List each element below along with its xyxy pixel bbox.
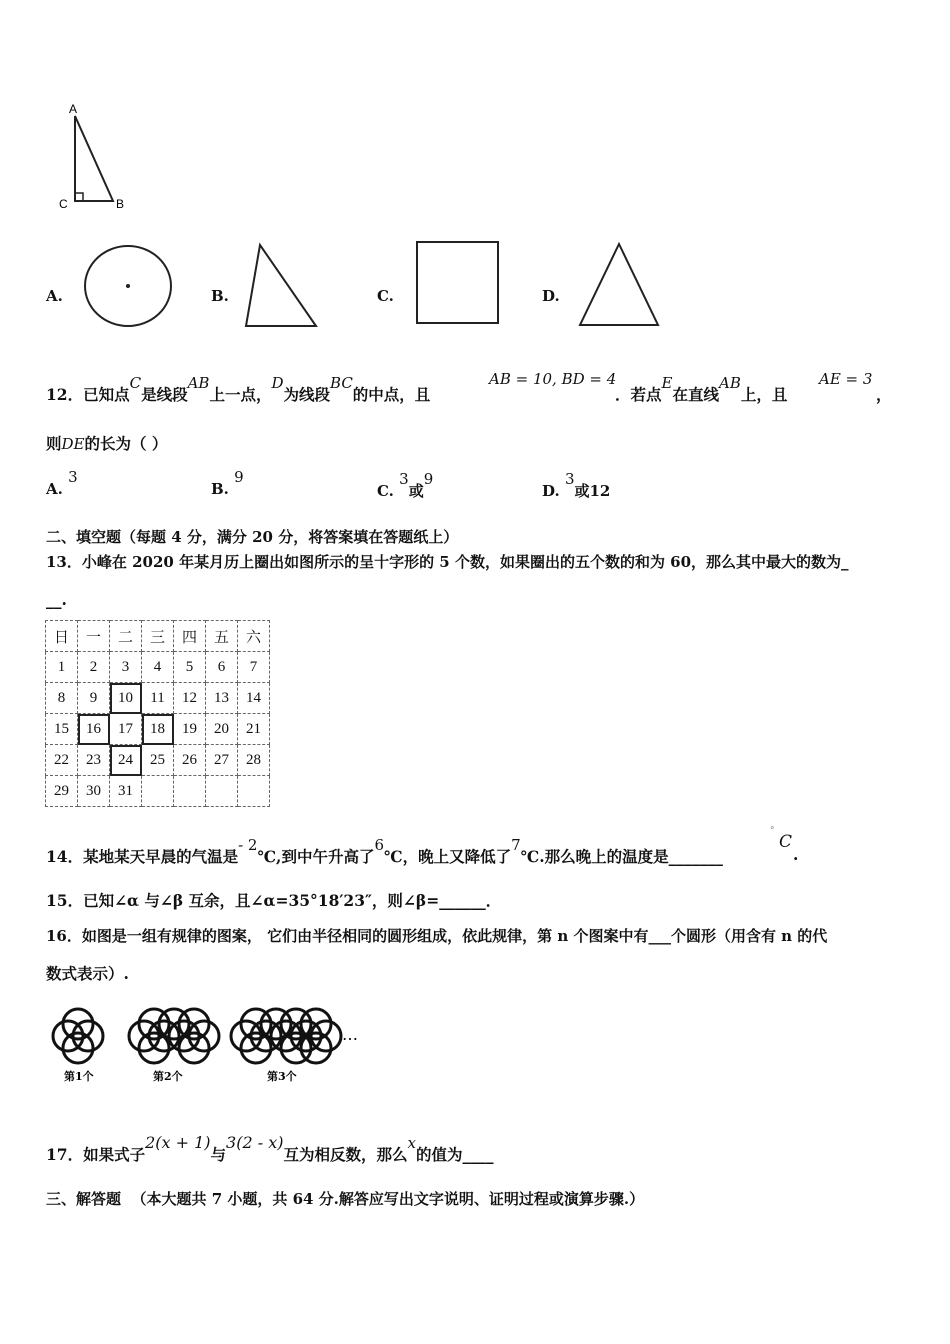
calendar-cell: 31 xyxy=(110,776,142,807)
pattern-ellipsis: … xyxy=(342,1025,358,1044)
calendar-cell: 2 xyxy=(78,652,110,683)
question-16-line2: 数式表示）. xyxy=(46,964,129,983)
right-triangle-figure xyxy=(55,100,145,215)
calendar-cell: 17 xyxy=(110,714,142,745)
section-3-title: 三、解答题 （本大题共 7 小题，共 64 分.解答应写出文字说明、证明过程或演算步骤.） xyxy=(46,1190,645,1208)
calendar-row xyxy=(46,652,270,683)
question-17: 17．如果式子2(x + 1)与3(2 - x)互为相反数，那么x的值为____ xyxy=(46,1133,494,1164)
q12-option-a[interactable]: A. 3 xyxy=(46,468,78,498)
pattern-caption-1: 第1个 xyxy=(64,1070,94,1083)
calendar-header: 三 xyxy=(142,621,174,652)
calendar-header: 四 xyxy=(174,621,206,652)
calendar-cell: 11 xyxy=(142,683,174,714)
calendar-cell: 1 xyxy=(46,652,78,683)
q12-option-d[interactable]: D. 3或12 xyxy=(542,470,611,500)
question-13-line1: 13．小峰在 2020 年某月历上圈出如图所示的呈十字形的 5 个数，如果圈出的五个数的和为 60，那么其中最大的数为_ xyxy=(46,553,849,571)
question-16-line1: 16．如图是一组有规律的图案， 它们由半径相同的圆形组成，依此规律，第 n 个图案中有___个圆形（用含有 n 的代 xyxy=(46,927,828,945)
calendar-cell: 27 xyxy=(206,745,238,776)
square-option-figure xyxy=(412,238,504,328)
calendar-cell: 28 xyxy=(238,745,270,776)
question-14-degree: ° xyxy=(770,826,775,836)
question-14: 14．某地某天早晨的气温是- 2℃,到中午升高了6℃，晚上又降低了7℃.那么晚上的温度是_______ xyxy=(46,836,723,866)
question-12-line1-part2: ．若点E在直线AB上，且 xyxy=(615,374,788,404)
calendar-cell: 14 xyxy=(238,683,270,714)
calendar-header: 二 xyxy=(110,621,142,652)
question-12-condition: AB = 10, BD = 4 xyxy=(489,370,617,388)
question-13-line2: __. xyxy=(46,590,67,609)
calendar-cell: 22 xyxy=(46,745,78,776)
calendar-cell: 23 xyxy=(78,745,110,776)
q12-option-b[interactable]: B. 9 xyxy=(211,468,244,498)
calendar-row xyxy=(46,683,270,714)
vertex-a-label: A xyxy=(69,102,78,116)
calendar-cell: 7 xyxy=(238,652,270,683)
calendar-cell: 13 xyxy=(206,683,238,714)
vertex-b-label: B xyxy=(116,197,125,211)
calendar-row xyxy=(46,745,270,776)
question-15: 15．已知∠α 与∠β 互余，且∠α=35°18′23″，则∠β=______． xyxy=(46,891,502,910)
calendar-cell: 8 xyxy=(46,683,78,714)
option-d-label: D. xyxy=(542,287,560,305)
calendar-cell: 6 xyxy=(206,652,238,683)
question-12-line1: 12．已知点C是线段AB上一点，D为线段BC的中点，且 xyxy=(46,374,431,404)
pattern-caption-3: 第3个 xyxy=(267,1070,297,1083)
calendar-cell: 30 xyxy=(78,776,110,807)
vertex-c-label: C xyxy=(59,197,68,211)
calendar-cell: 5 xyxy=(174,652,206,683)
question-14-end: . xyxy=(793,845,799,864)
option-c-label: C. xyxy=(377,287,394,305)
calendar-cell xyxy=(174,776,206,807)
calendar-header-row xyxy=(46,621,270,652)
calendar-cell xyxy=(142,776,174,807)
question-12-ae: AE = 3 xyxy=(819,370,873,388)
calendar-cell: 20 xyxy=(206,714,238,745)
calendar-cell: 29 xyxy=(46,776,78,807)
option-b-label: B. xyxy=(211,287,229,305)
calendar-cell xyxy=(238,776,270,807)
calendar-cell-boxed: 24 xyxy=(110,745,142,776)
circle-option-figure xyxy=(80,240,178,332)
calendar-cell xyxy=(206,776,238,807)
section-2-title: 二、填空题（每题 4 分，满分 20 分，将答案填在答题纸上） xyxy=(46,528,459,546)
question-12-comma: ， xyxy=(876,385,892,404)
calendar-header: 一 xyxy=(78,621,110,652)
calendar-cell-boxed: 16 xyxy=(78,714,110,745)
ring-pattern-figure xyxy=(48,1000,378,1092)
calendar-cell: 12 xyxy=(174,683,206,714)
calendar-header: 六 xyxy=(238,621,270,652)
calendar-cell: 9 xyxy=(78,683,110,714)
pattern-caption-2: 第2个 xyxy=(153,1070,183,1083)
calendar-cell: 4 xyxy=(142,652,174,683)
calendar-cell: 15 xyxy=(46,714,78,745)
calendar-cell: 25 xyxy=(142,745,174,776)
calendar-cell: 3 xyxy=(110,652,142,683)
calendar-cell-boxed: 10 xyxy=(110,683,142,714)
calendar-header: 五 xyxy=(206,621,238,652)
option-a-label: A. xyxy=(46,287,63,305)
calendar-cell: 26 xyxy=(174,745,206,776)
calendar-row xyxy=(46,714,270,745)
calendar-header: 日 xyxy=(46,621,78,652)
question-12-line2: 则DE的长为（ ） xyxy=(46,434,168,453)
calendar-cell-boxed: 18 xyxy=(142,714,174,745)
isosceles-triangle-option-figure xyxy=(574,238,666,332)
calendar-row xyxy=(46,776,270,807)
question-14-unit: C xyxy=(779,832,793,852)
scalene-triangle-option-figure xyxy=(240,238,322,334)
q12-option-c[interactable]: C. 3或9 xyxy=(377,470,434,500)
calendar-cell: 21 xyxy=(238,714,270,745)
calendar-table xyxy=(45,620,270,807)
calendar-cell: 19 xyxy=(174,714,206,745)
